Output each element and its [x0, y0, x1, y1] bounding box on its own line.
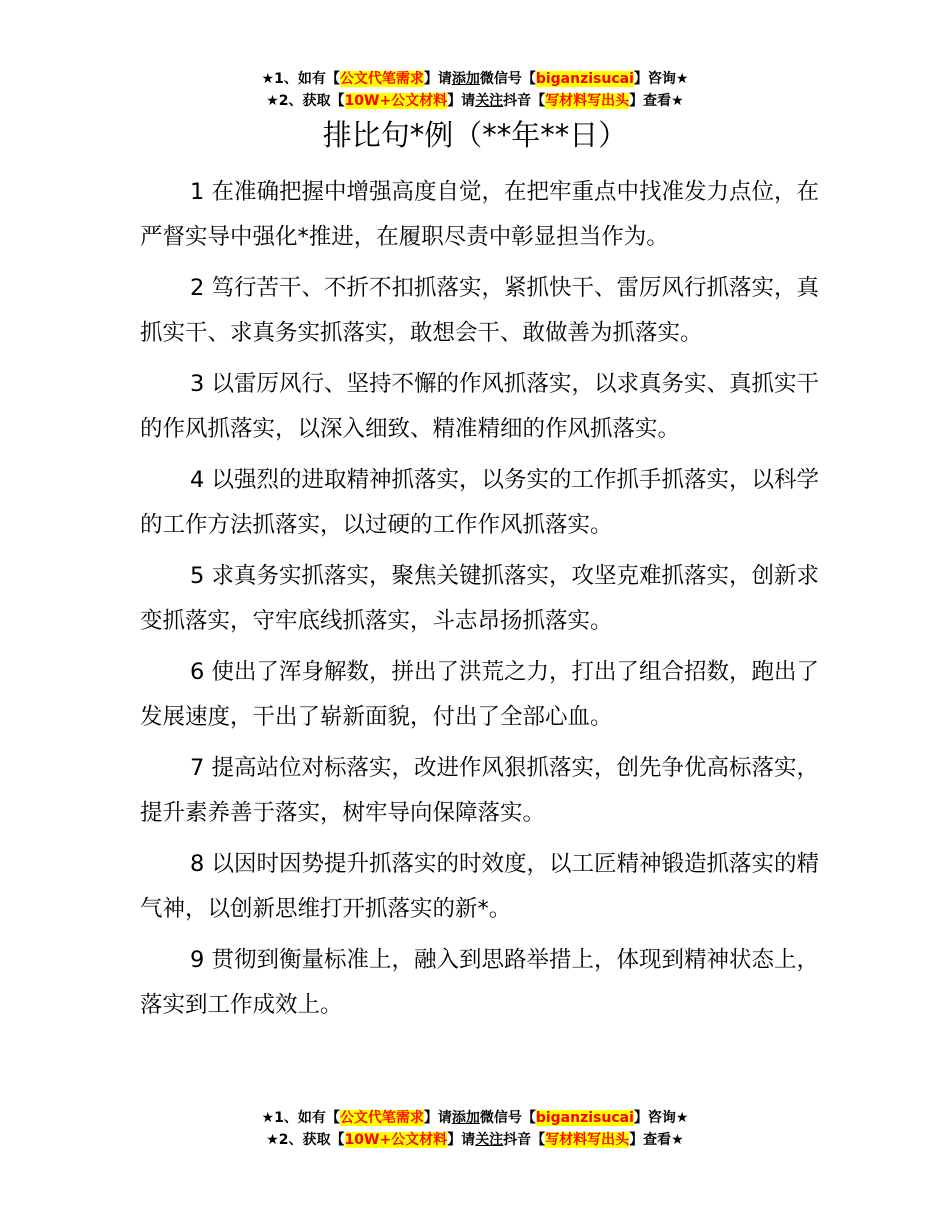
promo-highlight: 10W+公文材料: [344, 93, 448, 109]
promo-line-1: [0, 68, 950, 90]
promo-text: 】请: [447, 1132, 476, 1148]
promo-text: 抖音【: [503, 1132, 546, 1148]
paragraph: 4 以强烈的进取精神抓落实，以务实的工作抓手抓落实，以科学的工作方法抓落实，以过硬的工作作风抓落实。: [140, 467, 819, 538]
promo-underlined-text: 添加: [451, 71, 480, 87]
promo-text: 微信号【: [479, 1110, 536, 1126]
promo-text: 】请: [423, 71, 452, 87]
promo-text: 】请: [423, 1110, 452, 1126]
promo-underlined-text: 关注: [475, 93, 504, 109]
promo-text: 抖音【: [503, 93, 546, 109]
promo-wechat-id: biganzisucai: [535, 1110, 634, 1126]
promo-line-2: [0, 90, 950, 112]
promo-wechat-id: biganzisucai: [535, 71, 634, 87]
promo-text: ★2、获取【: [266, 93, 345, 109]
promo-highlight: 公文代笔需求: [339, 71, 424, 87]
paragraph: 6 使出了浑身解数，拼出了洪荒之力，打出了组合招数，跑出了发展速度，干出了崭新面貌，付出了全部心血。: [140, 659, 819, 730]
promo-text: 】查看★: [629, 93, 684, 109]
paragraph: 1 在准确把握中增强高度自觉，在把牢重点中找准发力点位，在严督实导中强化*推进，在履职尽责中彰显担当作为。: [140, 179, 819, 250]
promo-text: 】咨询★: [633, 71, 689, 87]
promo-text: ★1、如有【: [261, 71, 340, 87]
paragraph: 3 以雷厉风行、坚持不懈的作风抓落实，以求真务实、真抓实干的作风抓落实，以深入细致、精准精细的作风抓落实。: [140, 371, 819, 442]
promo-text: 微信号【: [479, 71, 536, 87]
promo-douyin-id: 写材料写出头: [545, 93, 630, 109]
promo-text: 】咨询★: [633, 1110, 689, 1126]
document-title: 排比句*例（**年**日）: [322, 118, 628, 152]
paragraph: 5 求真务实抓落实，聚焦关键抓落实，攻坚克难抓落实，创新求变抓落实，守牢底线抓落实，斗志昂扬抓落实。: [140, 563, 819, 634]
paragraph: 8 以因时因势提升抓落实的时效度，以工匠精神锻造抓落实的精气神，以创新思维打开抓落实的新*。: [140, 851, 819, 922]
promo-text: 】查看★: [629, 1132, 684, 1148]
paragraph: 2 笃行苦干、不折不扣抓落实，紧抓快干、雷厉风行抓落实，真抓实干、求真务实抓落实，敢想会干、敢做善为抓落实。: [140, 275, 819, 346]
paragraph: 7 提高站位对标落实，改进作风狠抓落实，创先争优高标落实，提升素养善于落实，树牢导向保障落实。: [140, 755, 819, 826]
promo-douyin-id: 写材料写出头: [545, 1132, 630, 1148]
promo-text: ★2、获取【: [266, 1132, 345, 1148]
promo-header-top: [0, 68, 950, 112]
promo-text: 】请: [447, 93, 476, 109]
promo-highlight: 10W+公文材料: [344, 1132, 448, 1148]
promo-underlined-text: 关注: [475, 1132, 504, 1148]
promo-footer-bottom: [0, 1107, 950, 1151]
promo-underlined-text: 添加: [451, 1110, 480, 1126]
document-body: [140, 170, 820, 1034]
promo-line-2: [0, 1129, 950, 1151]
promo-line-1: [0, 1107, 950, 1129]
paragraph: 9 贯彻到衡量标准上，融入到思路举措上，体现到精神状态上，落实到工作成效上。: [140, 947, 819, 1018]
promo-text: ★1、如有【: [261, 1110, 340, 1126]
promo-highlight: 公文代笔需求: [339, 1110, 424, 1126]
